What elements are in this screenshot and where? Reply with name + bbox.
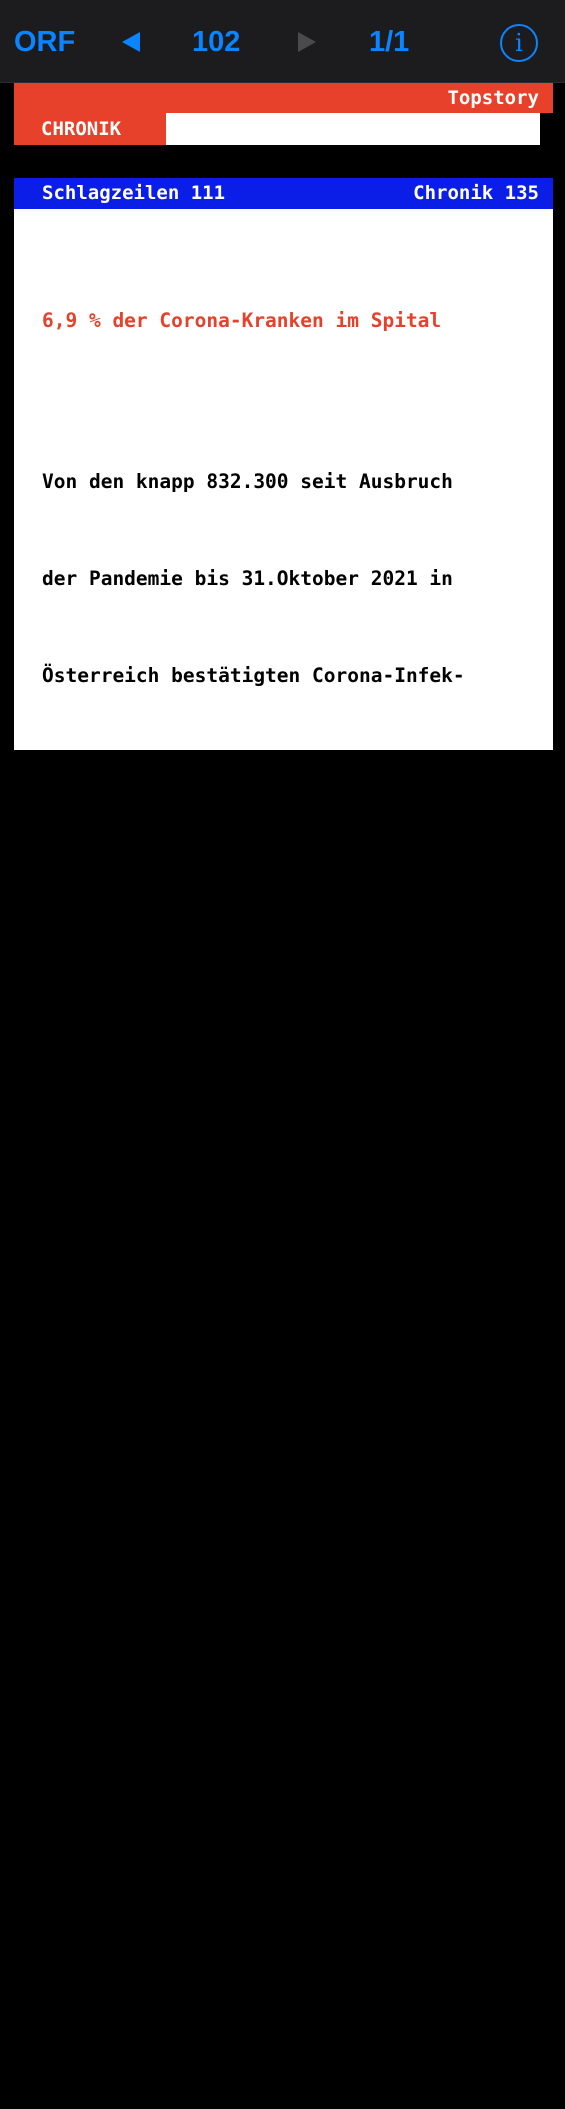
teletext-navigation-bar (0, 0, 565, 83)
links-bar (14, 178, 553, 209)
article-page (14, 209, 553, 1975)
text-line: die Sterblichkeit 36 Prozent. (42, 1951, 383, 1975)
info-icon[interactable]: i (500, 24, 538, 62)
paragraph-spacer (42, 1497, 465, 1529)
text-line: mehr betroffen waren als Frauen. (42, 1339, 418, 1363)
article-paragraph-1 (42, 402, 465, 1433)
text-line: tionen hatten 6,9 % einen Spitals- (42, 760, 442, 784)
section-tab (14, 113, 166, 145)
chronik-link[interactable]: Chronik 135 (413, 182, 539, 204)
article-text (42, 241, 465, 2109)
text-line: aufenthalt zur Folge. Das zeigt (42, 856, 406, 880)
text-line: 17,7 % der Covid-Spitalspatienten. (42, 1758, 442, 1782)
topstory-label: Topstory (447, 87, 539, 109)
brand-button[interactable]: ORF (14, 26, 76, 58)
article-headline: 6,9 % der Corona-Kranken im Spital (42, 309, 442, 333)
page-number-field[interactable]: 102 (192, 26, 241, 58)
next-page-icon[interactable] (298, 32, 316, 52)
text-line: Österreich GmbH. 1,2 % der positiv (42, 1050, 442, 1074)
section-label: CHRONIK (41, 118, 122, 140)
text-line: eine Zwischenbilanz der Gesundheit (42, 953, 442, 977)
text-line: sivstation, wobei Männer deutlich (42, 1243, 430, 1267)
header-white-bar (166, 113, 540, 145)
previous-page-icon[interactable] (122, 32, 140, 52)
headlines-link[interactable]: Schlagzeilen 111 (42, 182, 226, 204)
text-line: Auf den Intensivstationen betrug (42, 1854, 418, 1878)
article-paragraph-2 (42, 1593, 465, 2044)
text-line: Von den knapp 832.300 seit Ausbruch (42, 470, 453, 494)
text-line: der Pandemie bis 31.Oktober 2021 in (42, 567, 453, 591)
subpage-indicator[interactable]: 1/1 (369, 26, 410, 58)
text-line: Österreich bestätigten Corona-Infek- (42, 663, 465, 687)
topstory-header-band (14, 83, 553, 113)
text-line: Getesteten mussten auf eine Inten- (42, 1146, 442, 1170)
text-line: Bis Ende November starben insgesamt (42, 1661, 453, 1685)
